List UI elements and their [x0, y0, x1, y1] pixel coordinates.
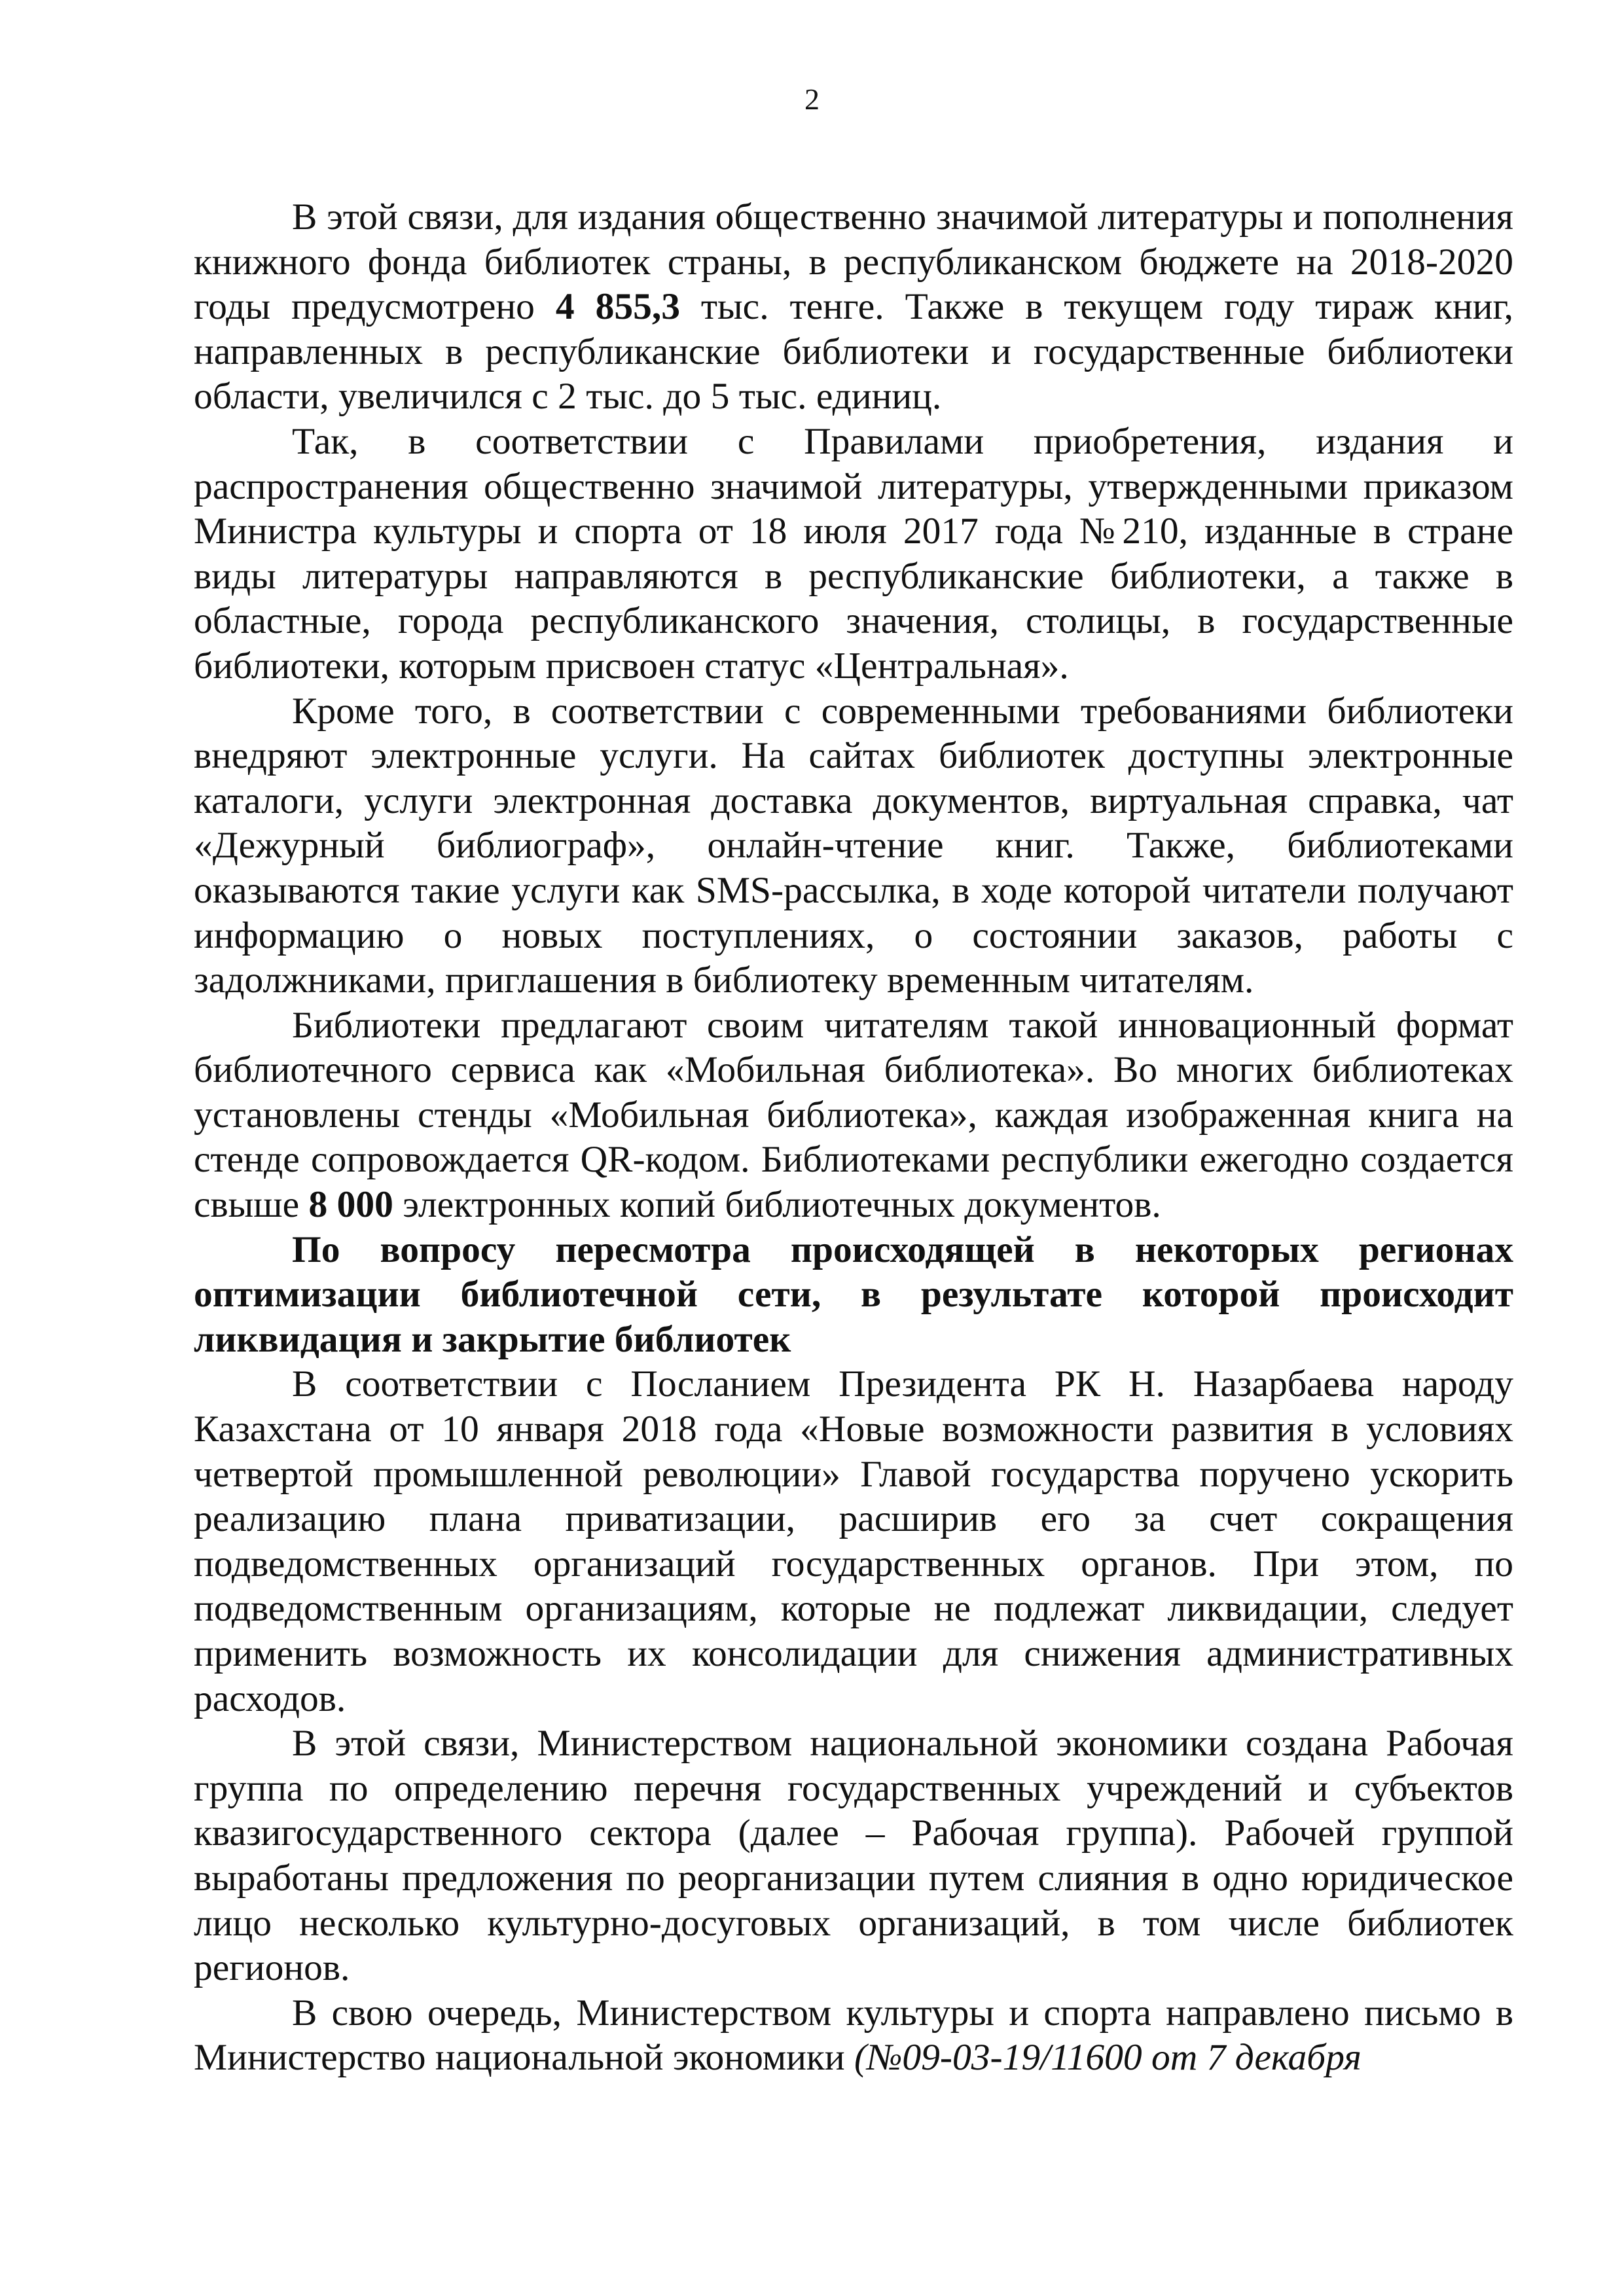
paragraph-3: Кроме того, в соответствии с современными требованиями библиотеки внедряют электронные услуги. На сайтах библиотек доступны электронные каталоги, услуги электронная доставка документов, виртуальная справка, чат «Дежурный библиограф», онлайн-чтение книг. Также, библиотеками оказываются такие услуги как SMS-рассылка, в ходе которой читатели получают информацию о новых поступлениях, о состоянии заказов, работы с задолжниками, приглашения в библиотеку временным читателям.: [194, 690, 1513, 1001]
paragraph-7-text-a: В свою очередь, Министерством культуры и спорта направлено письмо в Министерство национальной экономики: [194, 1992, 1513, 2079]
section-heading: По вопросу пересмотра происходящей в некоторых регионах оптимизации библиотечной сети, в результате которой происходит ликвидация и закрытие библиотек: [194, 1229, 1513, 1360]
paragraph-7: [194, 1991, 1513, 2081]
digital-copies-count: 8 000: [308, 1184, 393, 1226]
paragraph-4: [194, 1003, 1513, 1228]
paragraph-4-text-a: Библиотеки предлагают своим читателям такой инновационный формат библиотечного сервиса как «Мобильная библиотека». Во многих библиотеках установлены стенды «Мобильная библиотека», каждая изображенная книга на стенде сопровождается QR-кодом. Библиотеками республики ежегодно создается свыше: [194, 1004, 1513, 1226]
paragraph-1-text-a: В этой связи, для издания общественно значимой литературы и пополнения книжного фонда библиотек страны, в республиканском бюджете на 2018-2020 годы предусмотрено: [194, 196, 1513, 328]
paragraph-2: Так, в соответствии с Правилами приобретения, издания и распространения общественно значимой литературы, утвержденными приказом Министра культуры и спорта от 18 июля 2017 года №210, изданные в стране виды литературы направляются в республиканские библиотеки, а также в областные, города республиканского значения, столицы, в государственные библиотеки, которым присвоен статус «Центральная».: [194, 420, 1513, 687]
paragraph-6: В этой связи, Министерством национальной экономики создана Рабочая группа по определению перечня государственных учреждений и субъектов квазигосударственного сектора (далее – Рабочая группа). Рабочей группой выработаны предложения по реорганизации путем слияния в одно юридическое лицо несколько культурно-досуговых организаций, в том числе библиотек регионов.: [194, 1723, 1513, 1989]
paragraph-5: В соответствии с Посланием Президента РК Н. Назарбаева народу Казахстана от 10 января 2018 года «Новые возможности развития в условиях четвертой промышленной революции» Главой государства поручено ускорить реализацию плана приватизации, расширив его за счет сокращения подведомственных организаций государственных органов. При этом, по подведомственным организациям, которые не подлежат ликвидации, следует применить возможность их консолидации для снижения административных расходов.: [194, 1363, 1513, 1719]
paragraph-4-text-c: электронных копий библиотечных документов.: [393, 1184, 1161, 1226]
page-number: 2: [804, 82, 820, 116]
paragraph-1: [194, 195, 1513, 420]
letter-reference: (№09-03-19/11600 от 7 декабря: [854, 2037, 1362, 2079]
budget-amount: 4 855,3: [555, 286, 680, 328]
paragraph-1-text-c: тыс. тенге. Также в текущем году тираж книг, направленных в республиканские библиотеки и государственные библиотеки области, увеличился с 2 тыс. до 5 тыс. единиц.: [194, 286, 1513, 418]
document-body: [194, 195, 1513, 2081]
